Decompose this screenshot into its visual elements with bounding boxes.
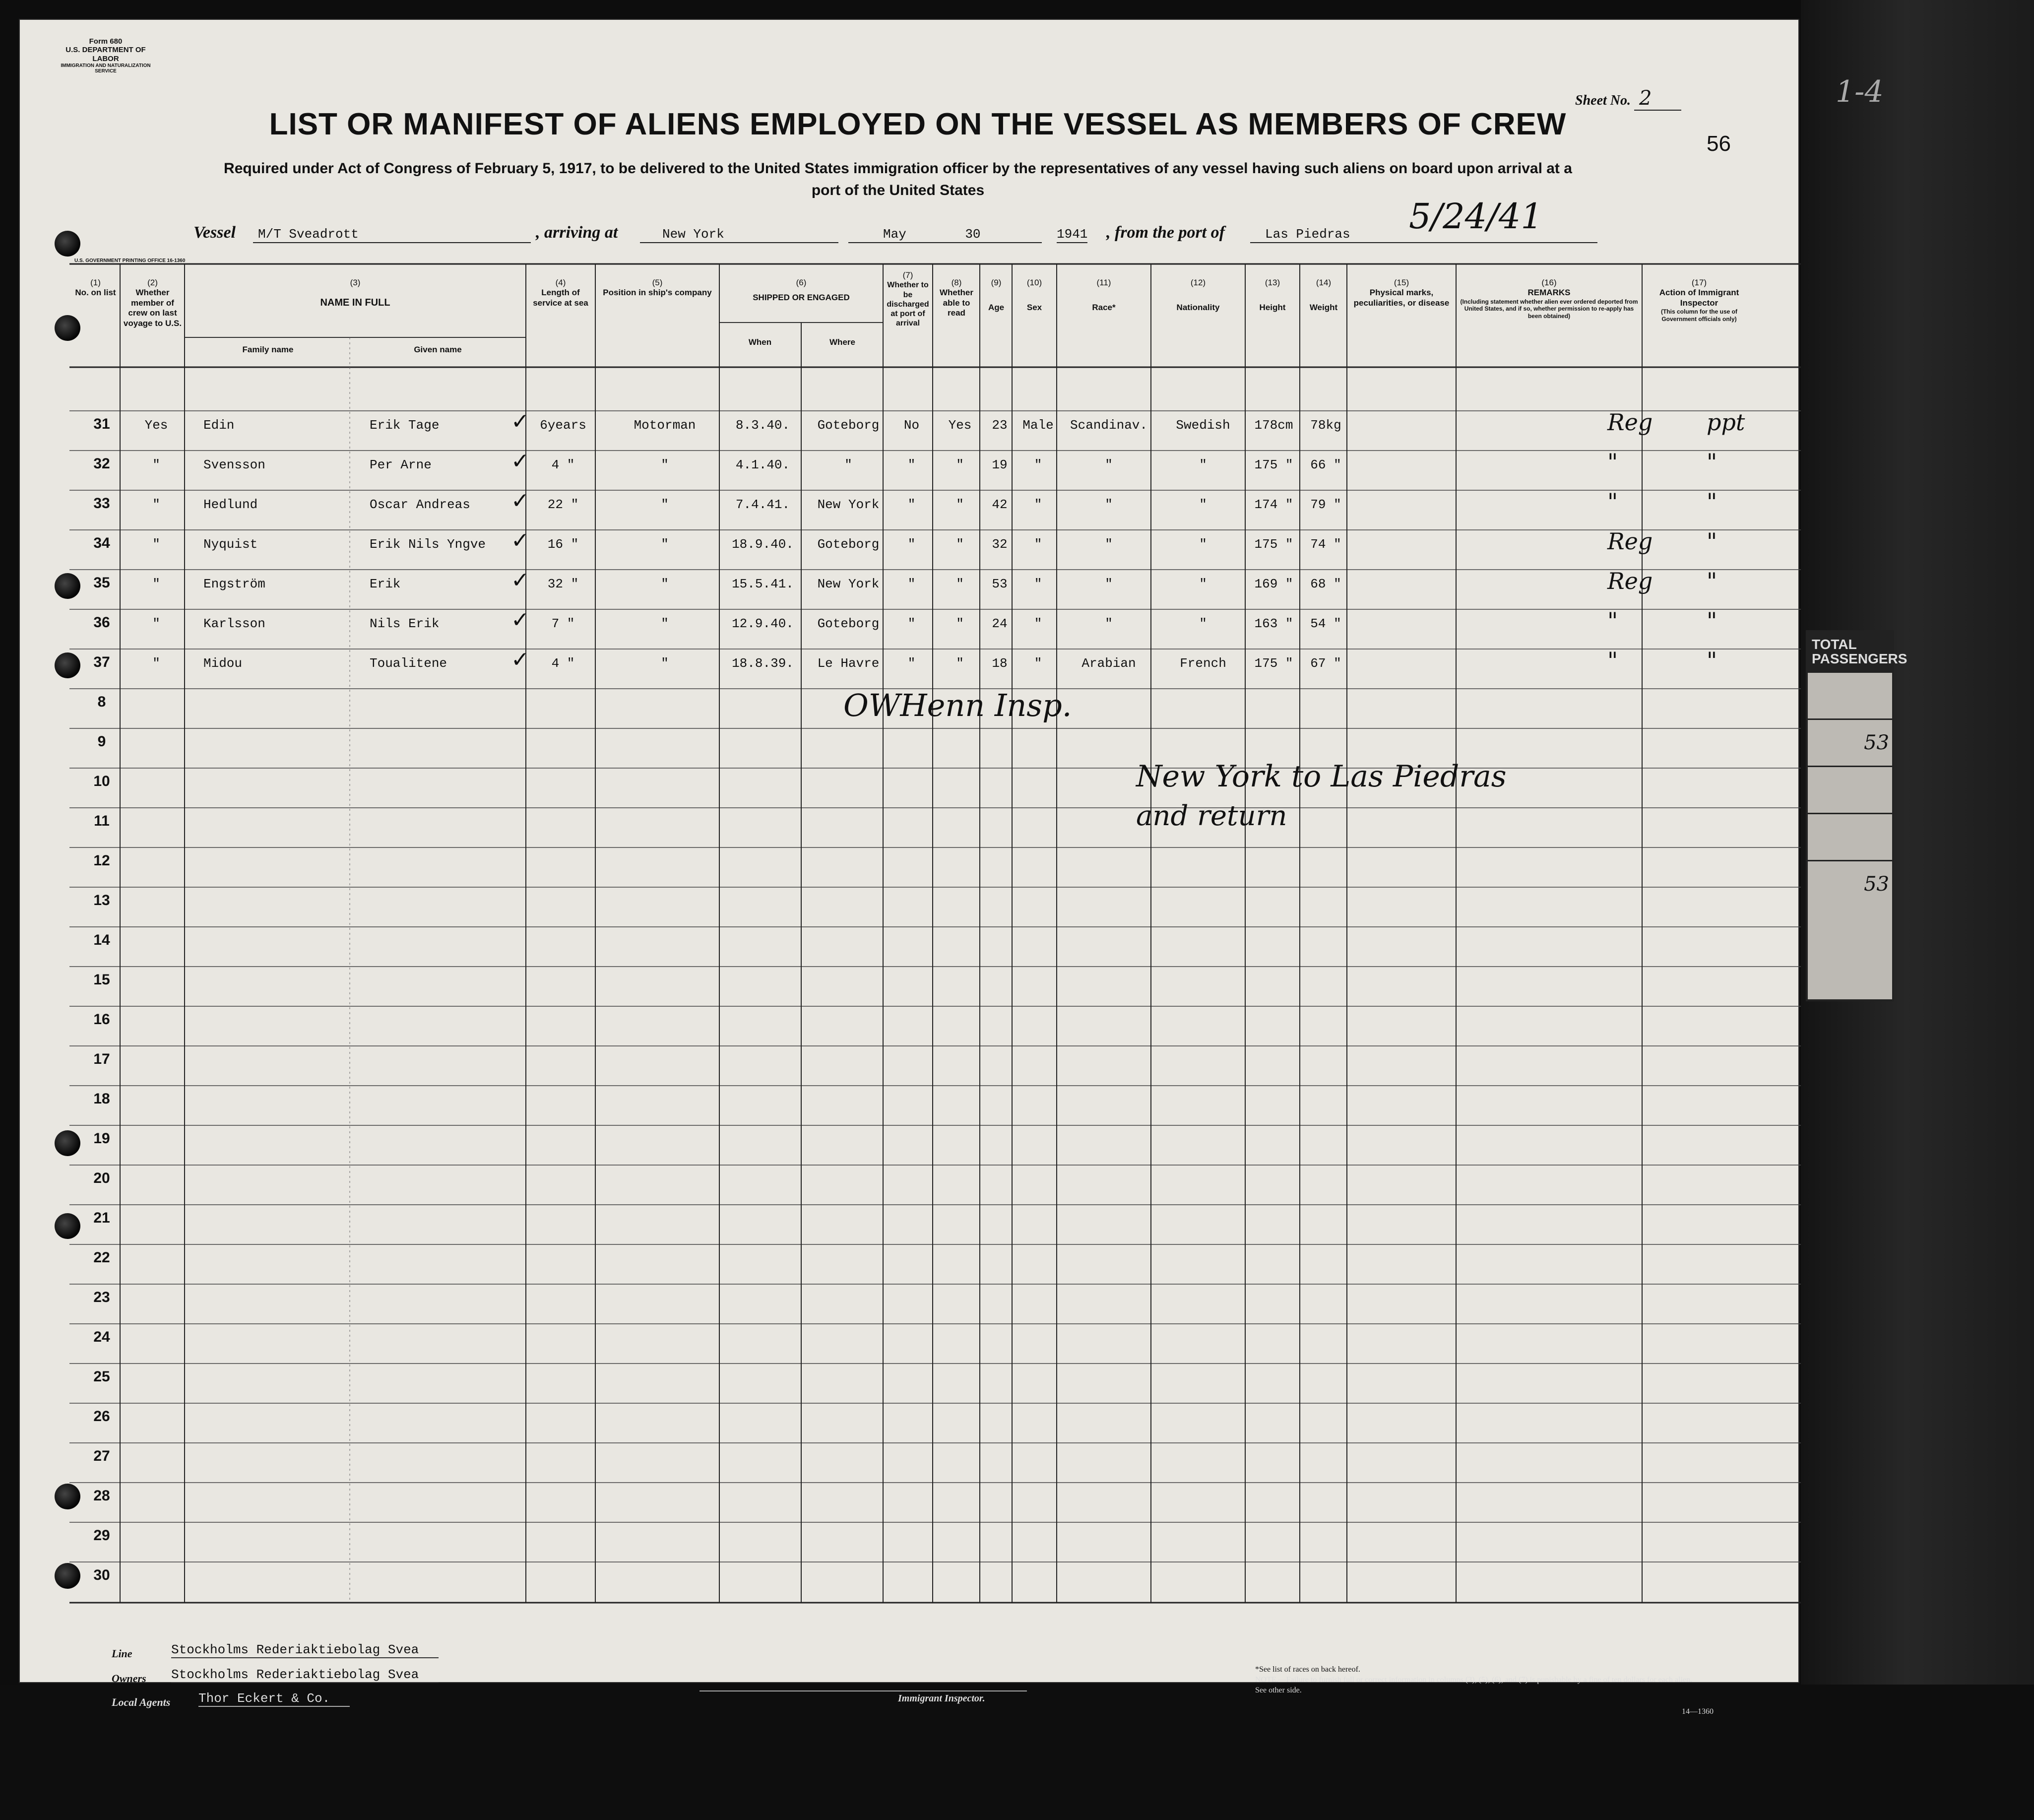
age-cell: 42 bbox=[992, 497, 1008, 512]
given-name-cell: Per Arne bbox=[370, 457, 432, 472]
tab-row bbox=[1808, 766, 1892, 813]
row-number: 33 bbox=[93, 495, 110, 512]
col-label-nationality: Nationality bbox=[1176, 303, 1220, 313]
action-handwriting: " bbox=[1707, 449, 1717, 475]
check-mark-icon: ✓ bbox=[511, 488, 529, 514]
check-mark-icon: ✓ bbox=[511, 449, 529, 474]
shipped-where-cell: Goteborg bbox=[817, 616, 880, 631]
given-name-cell: Toualitene bbox=[370, 656, 447, 671]
weight-cell: 79 " bbox=[1310, 497, 1341, 512]
page-title: LIST OR MANIFEST OF ALIENS EMPLOYED ON THE VESSEL AS MEMBERS OF CREW bbox=[269, 107, 1567, 141]
row-number: 11 bbox=[94, 813, 110, 829]
printer-note: U.S. GOVERNMENT PRINTING OFFICE 16-1360 bbox=[74, 258, 186, 263]
family-name-cell: Engström bbox=[203, 577, 265, 591]
col-header-family: Family name bbox=[242, 345, 294, 354]
check-mark-icon: ✓ bbox=[511, 607, 529, 633]
discharged-cell: No bbox=[903, 418, 920, 433]
height-cell: 175 " bbox=[1254, 656, 1293, 671]
col-header-where: Where bbox=[829, 337, 855, 347]
weight-cell: 68 " bbox=[1310, 577, 1341, 591]
page-number: 56 bbox=[1707, 131, 1731, 156]
col-header-position bbox=[596, 278, 718, 298]
shipped-when-cell: 7.4.41. bbox=[735, 497, 790, 512]
race-cell: Scandinav. bbox=[1070, 418, 1148, 433]
col-label-name: NAME IN FULL bbox=[320, 297, 390, 309]
shipped-when-cell: 15.5.41. bbox=[732, 577, 794, 591]
nationality-cell: " bbox=[1199, 537, 1207, 552]
sex-cell: " bbox=[1034, 577, 1042, 591]
family-name-cell: Midou bbox=[203, 656, 243, 671]
family-name-cell: Svensson bbox=[203, 457, 265, 472]
col-label-height: Height bbox=[1259, 303, 1286, 313]
col-label-age: Age bbox=[988, 303, 1005, 313]
col-num-2: (2) bbox=[147, 278, 158, 287]
race-cell: " bbox=[1105, 616, 1113, 631]
family-name-cell: Nyquist bbox=[203, 537, 258, 552]
col-header-weight bbox=[1301, 278, 1346, 313]
position-cell: " bbox=[661, 497, 669, 512]
weight-cell: 78kg bbox=[1310, 418, 1341, 433]
age-cell: 24 bbox=[992, 616, 1008, 631]
sheet-value: 2 bbox=[1634, 87, 1681, 111]
row-number: 18 bbox=[93, 1091, 110, 1107]
last-voyage-cell: Yes bbox=[144, 418, 168, 433]
penalty-note: NOTE.—Failure to furnish full or correct information in columns (3), (5), (6), and (7) is punishable by a fine of ten dollars for each alien. See other side. bbox=[1255, 1676, 1693, 1694]
shipped-when-cell: 18.9.40. bbox=[732, 537, 794, 552]
col-num-12: (12) bbox=[1190, 278, 1206, 287]
inspector-signature-line bbox=[699, 1690, 1027, 1691]
height-cell: 169 " bbox=[1254, 577, 1293, 591]
col-header-given: Given name bbox=[414, 345, 462, 354]
col-header-sex bbox=[1013, 278, 1056, 313]
action-handwriting: " bbox=[1707, 488, 1717, 515]
sex-cell: " bbox=[1034, 537, 1042, 552]
total-passengers-tab bbox=[1806, 630, 1907, 1001]
discharged-cell: " bbox=[907, 457, 916, 472]
col-num-16: (16) bbox=[1541, 278, 1557, 287]
shipped-where-cell: Goteborg bbox=[817, 537, 880, 552]
row-number: 8 bbox=[97, 694, 106, 710]
col-label-race: Race* bbox=[1092, 303, 1116, 313]
row-number: 37 bbox=[93, 654, 110, 670]
shipped-where-cell: Le Havre bbox=[817, 656, 880, 671]
row-number: 25 bbox=[93, 1368, 110, 1385]
row-number: 16 bbox=[93, 1011, 110, 1028]
row-number: 23 bbox=[93, 1289, 110, 1305]
row-number: 34 bbox=[93, 535, 110, 551]
subtitle-line-1: Required under Act of Congress of February 5, 1917, to be delivered to the United States immigration officer by the representatives of any vessel having such aliens on board upon arrival at a bbox=[224, 160, 1572, 177]
row-number: 14 bbox=[93, 932, 110, 948]
given-name-cell: Erik Tage bbox=[370, 418, 440, 433]
race-cell: " bbox=[1105, 577, 1113, 591]
row-number: 31 bbox=[93, 416, 110, 432]
col-num-14: (14) bbox=[1316, 278, 1332, 287]
col-label-action: Action of Immigrant Inspector bbox=[1659, 288, 1739, 308]
service-cell: 16 " bbox=[547, 537, 579, 552]
last-voyage-cell: " bbox=[152, 497, 160, 512]
row-number: 12 bbox=[93, 852, 110, 869]
discharged-cell: " bbox=[907, 537, 916, 552]
height-cell: 175 " bbox=[1254, 457, 1293, 472]
weight-cell: 67 " bbox=[1310, 656, 1341, 671]
remarks-handwriting: " bbox=[1607, 449, 1618, 475]
weight-cell: 74 " bbox=[1310, 537, 1341, 552]
row-number: 26 bbox=[93, 1408, 110, 1425]
nationality-cell: French bbox=[1180, 656, 1226, 671]
col-header-age bbox=[981, 278, 1012, 313]
action-handwriting: " bbox=[1707, 528, 1717, 555]
nationality-cell: Swedish bbox=[1176, 418, 1230, 433]
col-num-8: (8) bbox=[951, 278, 962, 287]
tab-row bbox=[1808, 813, 1892, 860]
position-cell: Motorman bbox=[634, 418, 696, 433]
family-name-cell: Edin bbox=[203, 418, 235, 433]
col-header-name bbox=[185, 278, 526, 309]
row-number: 32 bbox=[93, 455, 110, 472]
able-to-read-cell: " bbox=[956, 537, 964, 552]
col-num-6: (6) bbox=[796, 278, 807, 287]
discharged-cell: " bbox=[907, 656, 916, 671]
arriving-label: , arriving at bbox=[536, 223, 618, 242]
position-cell: " bbox=[661, 457, 669, 472]
total-value-2: 53 bbox=[1864, 872, 1889, 896]
row-number: 10 bbox=[93, 773, 110, 789]
col-num-4: (4) bbox=[555, 278, 566, 287]
able-to-read-cell: " bbox=[956, 497, 964, 512]
nationality-cell: " bbox=[1199, 457, 1207, 472]
inspector-signature: OWHenn Insp. bbox=[843, 687, 1072, 723]
col-header-read bbox=[934, 278, 979, 319]
able-to-read-cell: " bbox=[956, 457, 964, 472]
row-number: 35 bbox=[93, 575, 110, 591]
owners-label: Owners bbox=[112, 1672, 146, 1685]
col-label-remarks: REMARKS bbox=[1527, 288, 1571, 298]
age-cell: 53 bbox=[992, 577, 1008, 591]
col-label-shipped: SHIPPED OR ENGAGED bbox=[753, 293, 850, 303]
vessel-label: Vessel bbox=[193, 223, 236, 242]
row-number: 15 bbox=[93, 972, 110, 988]
remarks-handwriting: " bbox=[1607, 607, 1618, 634]
check-mark-icon: ✓ bbox=[511, 528, 529, 553]
remarks-handwriting: Reg bbox=[1607, 528, 1653, 555]
from-port: Las Piedras bbox=[1265, 227, 1350, 242]
row-number: 29 bbox=[93, 1527, 110, 1544]
owners-value: Stockholms Rederiaktiebolag Svea bbox=[171, 1667, 439, 1683]
able-to-read-cell: " bbox=[956, 616, 964, 631]
col-note-action: (This column for the use of Government officials only) bbox=[1660, 308, 1737, 323]
shipped-where-cell: Goteborg bbox=[817, 418, 880, 433]
remarks-handwriting: " bbox=[1607, 488, 1618, 515]
row-number: 30 bbox=[93, 1567, 110, 1583]
col-header-race bbox=[1058, 278, 1150, 313]
col-header-nationality bbox=[1152, 278, 1244, 313]
subtitle-line-2: port of the United States bbox=[811, 182, 985, 198]
col-num-15: (15) bbox=[1394, 278, 1409, 287]
family-name-cell: Karlsson bbox=[203, 616, 265, 631]
col-header-height bbox=[1246, 278, 1299, 313]
position-cell: " bbox=[661, 577, 669, 591]
age-cell: 19 bbox=[992, 457, 1008, 472]
races-note: *See list of races on back hereof. bbox=[1255, 1665, 1360, 1674]
col-header-shipped bbox=[720, 278, 882, 303]
discharged-cell: " bbox=[907, 577, 916, 591]
row-number: 20 bbox=[93, 1170, 110, 1186]
remarks-handwriting: " bbox=[1607, 647, 1618, 674]
col-header-when: When bbox=[748, 337, 772, 347]
from-port-label: , from the port of bbox=[1106, 223, 1225, 242]
inspector-label: Immigrant Inspector. bbox=[898, 1693, 985, 1704]
form-number: Form 680 bbox=[89, 37, 123, 46]
discharged-cell: " bbox=[907, 616, 916, 631]
col-num-17: (17) bbox=[1691, 278, 1707, 287]
arrival-year-value: 1941 bbox=[1057, 227, 1088, 242]
route-note-2: and return bbox=[1136, 800, 1287, 832]
sheet-label: Sheet No. bbox=[1575, 93, 1631, 108]
last-voyage-cell: " bbox=[152, 537, 160, 552]
col-num-1: (1) bbox=[90, 278, 101, 287]
nationality-cell: " bbox=[1199, 616, 1207, 631]
col-label-no: No. on list bbox=[75, 288, 116, 298]
last-voyage-cell: " bbox=[152, 457, 160, 472]
shipped-when-cell: 8.3.40. bbox=[735, 418, 790, 433]
col-header-action bbox=[1643, 278, 1755, 323]
total-value-1: 53 bbox=[1864, 731, 1889, 754]
last-voyage-cell: " bbox=[152, 656, 160, 671]
nationality-cell: " bbox=[1199, 577, 1207, 591]
col-header-no bbox=[74, 278, 117, 298]
col-note-remarks: (Including statement whether alien ever ordered deported from United States, and if so, whether permission to re-apply has been obtained) bbox=[1460, 298, 1638, 320]
age-cell: 32 bbox=[992, 537, 1008, 552]
col-label-service: Length of service at sea bbox=[533, 288, 588, 308]
tab-row bbox=[1808, 860, 1892, 907]
sex-cell: " bbox=[1034, 616, 1042, 631]
col-num-5: (5) bbox=[652, 278, 663, 287]
service-cell: 22 " bbox=[547, 497, 579, 512]
row-number: 17 bbox=[93, 1051, 110, 1067]
action-handwriting: ppt bbox=[1707, 409, 1745, 436]
remarks-handwriting: Reg bbox=[1607, 568, 1653, 594]
service-cell: 32 " bbox=[547, 577, 579, 591]
col-num-10: (10) bbox=[1026, 278, 1042, 287]
height-cell: 178cm bbox=[1254, 418, 1293, 433]
row-number: 13 bbox=[93, 892, 110, 909]
stamp-date: 5/24/41 bbox=[1409, 196, 1543, 237]
col-header-physical bbox=[1348, 278, 1455, 308]
shipped-where-cell: New York bbox=[817, 577, 880, 591]
race-cell: " bbox=[1105, 457, 1113, 472]
sex-cell: Male bbox=[1022, 418, 1054, 433]
last-voyage-cell: " bbox=[152, 577, 160, 591]
action-handwriting: " bbox=[1707, 568, 1717, 594]
height-cell: 174 " bbox=[1254, 497, 1293, 512]
col-header-remarks bbox=[1457, 278, 1641, 320]
total-passengers-label: TOTAL PASSENGERS bbox=[1808, 632, 1892, 671]
col-label-sex: Sex bbox=[1026, 303, 1042, 313]
shipped-where-cell: New York bbox=[817, 497, 880, 512]
row-number: 9 bbox=[97, 733, 106, 750]
tab-row bbox=[1808, 718, 1892, 766]
race-cell: " bbox=[1105, 537, 1113, 552]
row-number: 19 bbox=[93, 1130, 110, 1147]
agents-value: Thor Eckert & Co. bbox=[198, 1691, 350, 1707]
route-note-1: New York to Las Piedras bbox=[1136, 759, 1507, 794]
col-label-discharged: Whether to be discharged at port of arrival bbox=[887, 281, 929, 328]
arrival-month: May bbox=[883, 227, 906, 242]
vessel-name: M/T Sveadrott bbox=[258, 227, 359, 242]
service-cell: 6years bbox=[540, 418, 586, 433]
sex-cell: " bbox=[1034, 656, 1042, 671]
row-number: 22 bbox=[93, 1249, 110, 1266]
col-num-11: (11) bbox=[1096, 278, 1111, 287]
age-cell: 18 bbox=[992, 656, 1008, 671]
able-to-read-cell: Yes bbox=[948, 418, 972, 433]
service-cell: 7 " bbox=[551, 616, 575, 631]
race-cell: Arabian bbox=[1081, 656, 1136, 671]
height-cell: 163 " bbox=[1254, 616, 1293, 631]
position-cell: " bbox=[661, 616, 669, 631]
form-code: 14—1360 bbox=[1682, 1707, 1714, 1716]
able-to-read-cell: " bbox=[956, 577, 964, 591]
col-label-weight: Weight bbox=[1309, 303, 1338, 313]
sex-cell: " bbox=[1034, 497, 1042, 512]
tab-row bbox=[1808, 671, 1892, 718]
action-handwriting: " bbox=[1707, 607, 1717, 634]
row-number: 24 bbox=[93, 1329, 110, 1345]
col-num-13: (13) bbox=[1265, 278, 1280, 287]
family-name-cell: Hedlund bbox=[203, 497, 258, 512]
col-num-3: (3) bbox=[350, 278, 361, 287]
able-to-read-cell: " bbox=[956, 656, 964, 671]
discharged-cell: " bbox=[907, 497, 916, 512]
col-header-service bbox=[527, 278, 594, 308]
shipped-where-cell: " bbox=[844, 457, 852, 472]
arriving-port: New York bbox=[662, 227, 724, 242]
line-label: Line bbox=[112, 1647, 132, 1660]
position-cell: " bbox=[661, 656, 669, 671]
race-cell: " bbox=[1105, 497, 1113, 512]
given-name-cell: Erik bbox=[370, 577, 401, 591]
action-handwriting: " bbox=[1707, 647, 1717, 674]
arrival-day: 30 bbox=[965, 227, 981, 242]
corner-annotation: 1-4 bbox=[1836, 74, 1884, 109]
row-number: 28 bbox=[93, 1488, 110, 1504]
sex-cell: " bbox=[1034, 457, 1042, 472]
department-name: U.S. DEPARTMENT OF LABOR bbox=[65, 46, 146, 63]
row-number: 21 bbox=[93, 1210, 110, 1226]
service-cell: 4 " bbox=[551, 656, 575, 671]
row-number: 36 bbox=[93, 614, 110, 631]
shipped-when-cell: 12.9.40. bbox=[732, 616, 794, 631]
col-label-read: Whether able to read bbox=[940, 288, 973, 318]
given-name-cell: Erik Nils Yngve bbox=[370, 537, 486, 552]
agents-label: Local Agents bbox=[112, 1696, 171, 1708]
weight-cell: 54 " bbox=[1310, 616, 1341, 631]
service-cell: 4 " bbox=[551, 457, 575, 472]
col-header-discharged bbox=[884, 270, 932, 328]
col-label-last-voyage: Whether member of crew on last voyage to U.S. bbox=[123, 288, 182, 328]
position-cell: " bbox=[661, 537, 669, 552]
last-voyage-cell: " bbox=[152, 616, 160, 631]
check-mark-icon: ✓ bbox=[511, 647, 529, 672]
row-number: 27 bbox=[93, 1448, 110, 1464]
nationality-cell: " bbox=[1199, 497, 1207, 512]
shipped-when-cell: 18.8.39. bbox=[732, 656, 794, 671]
remarks-handwriting: Reg bbox=[1607, 409, 1653, 436]
col-label-position: Position in ship's company bbox=[603, 288, 712, 298]
shipped-when-cell: 4.1.40. bbox=[735, 457, 790, 472]
age-cell: 23 bbox=[992, 418, 1008, 433]
col-num-9: (9) bbox=[991, 278, 1002, 287]
col-header-last-voyage bbox=[122, 278, 184, 328]
col-num-7: (7) bbox=[902, 270, 913, 280]
given-name-cell: Oscar Andreas bbox=[370, 497, 470, 512]
check-mark-icon: ✓ bbox=[511, 568, 529, 593]
col-label-physical: Physical marks, peculiarities, or disease bbox=[1353, 288, 1450, 308]
line-value: Stockholms Rederiaktiebolag Svea bbox=[171, 1642, 439, 1658]
weight-cell: 66 " bbox=[1310, 457, 1341, 472]
given-name-cell: Nils Erik bbox=[370, 616, 440, 631]
height-cell: 175 " bbox=[1254, 537, 1293, 552]
check-mark-icon: ✓ bbox=[511, 409, 529, 434]
service-name: IMMIGRATION AND NATURALIZATION SERVICE bbox=[61, 63, 151, 74]
